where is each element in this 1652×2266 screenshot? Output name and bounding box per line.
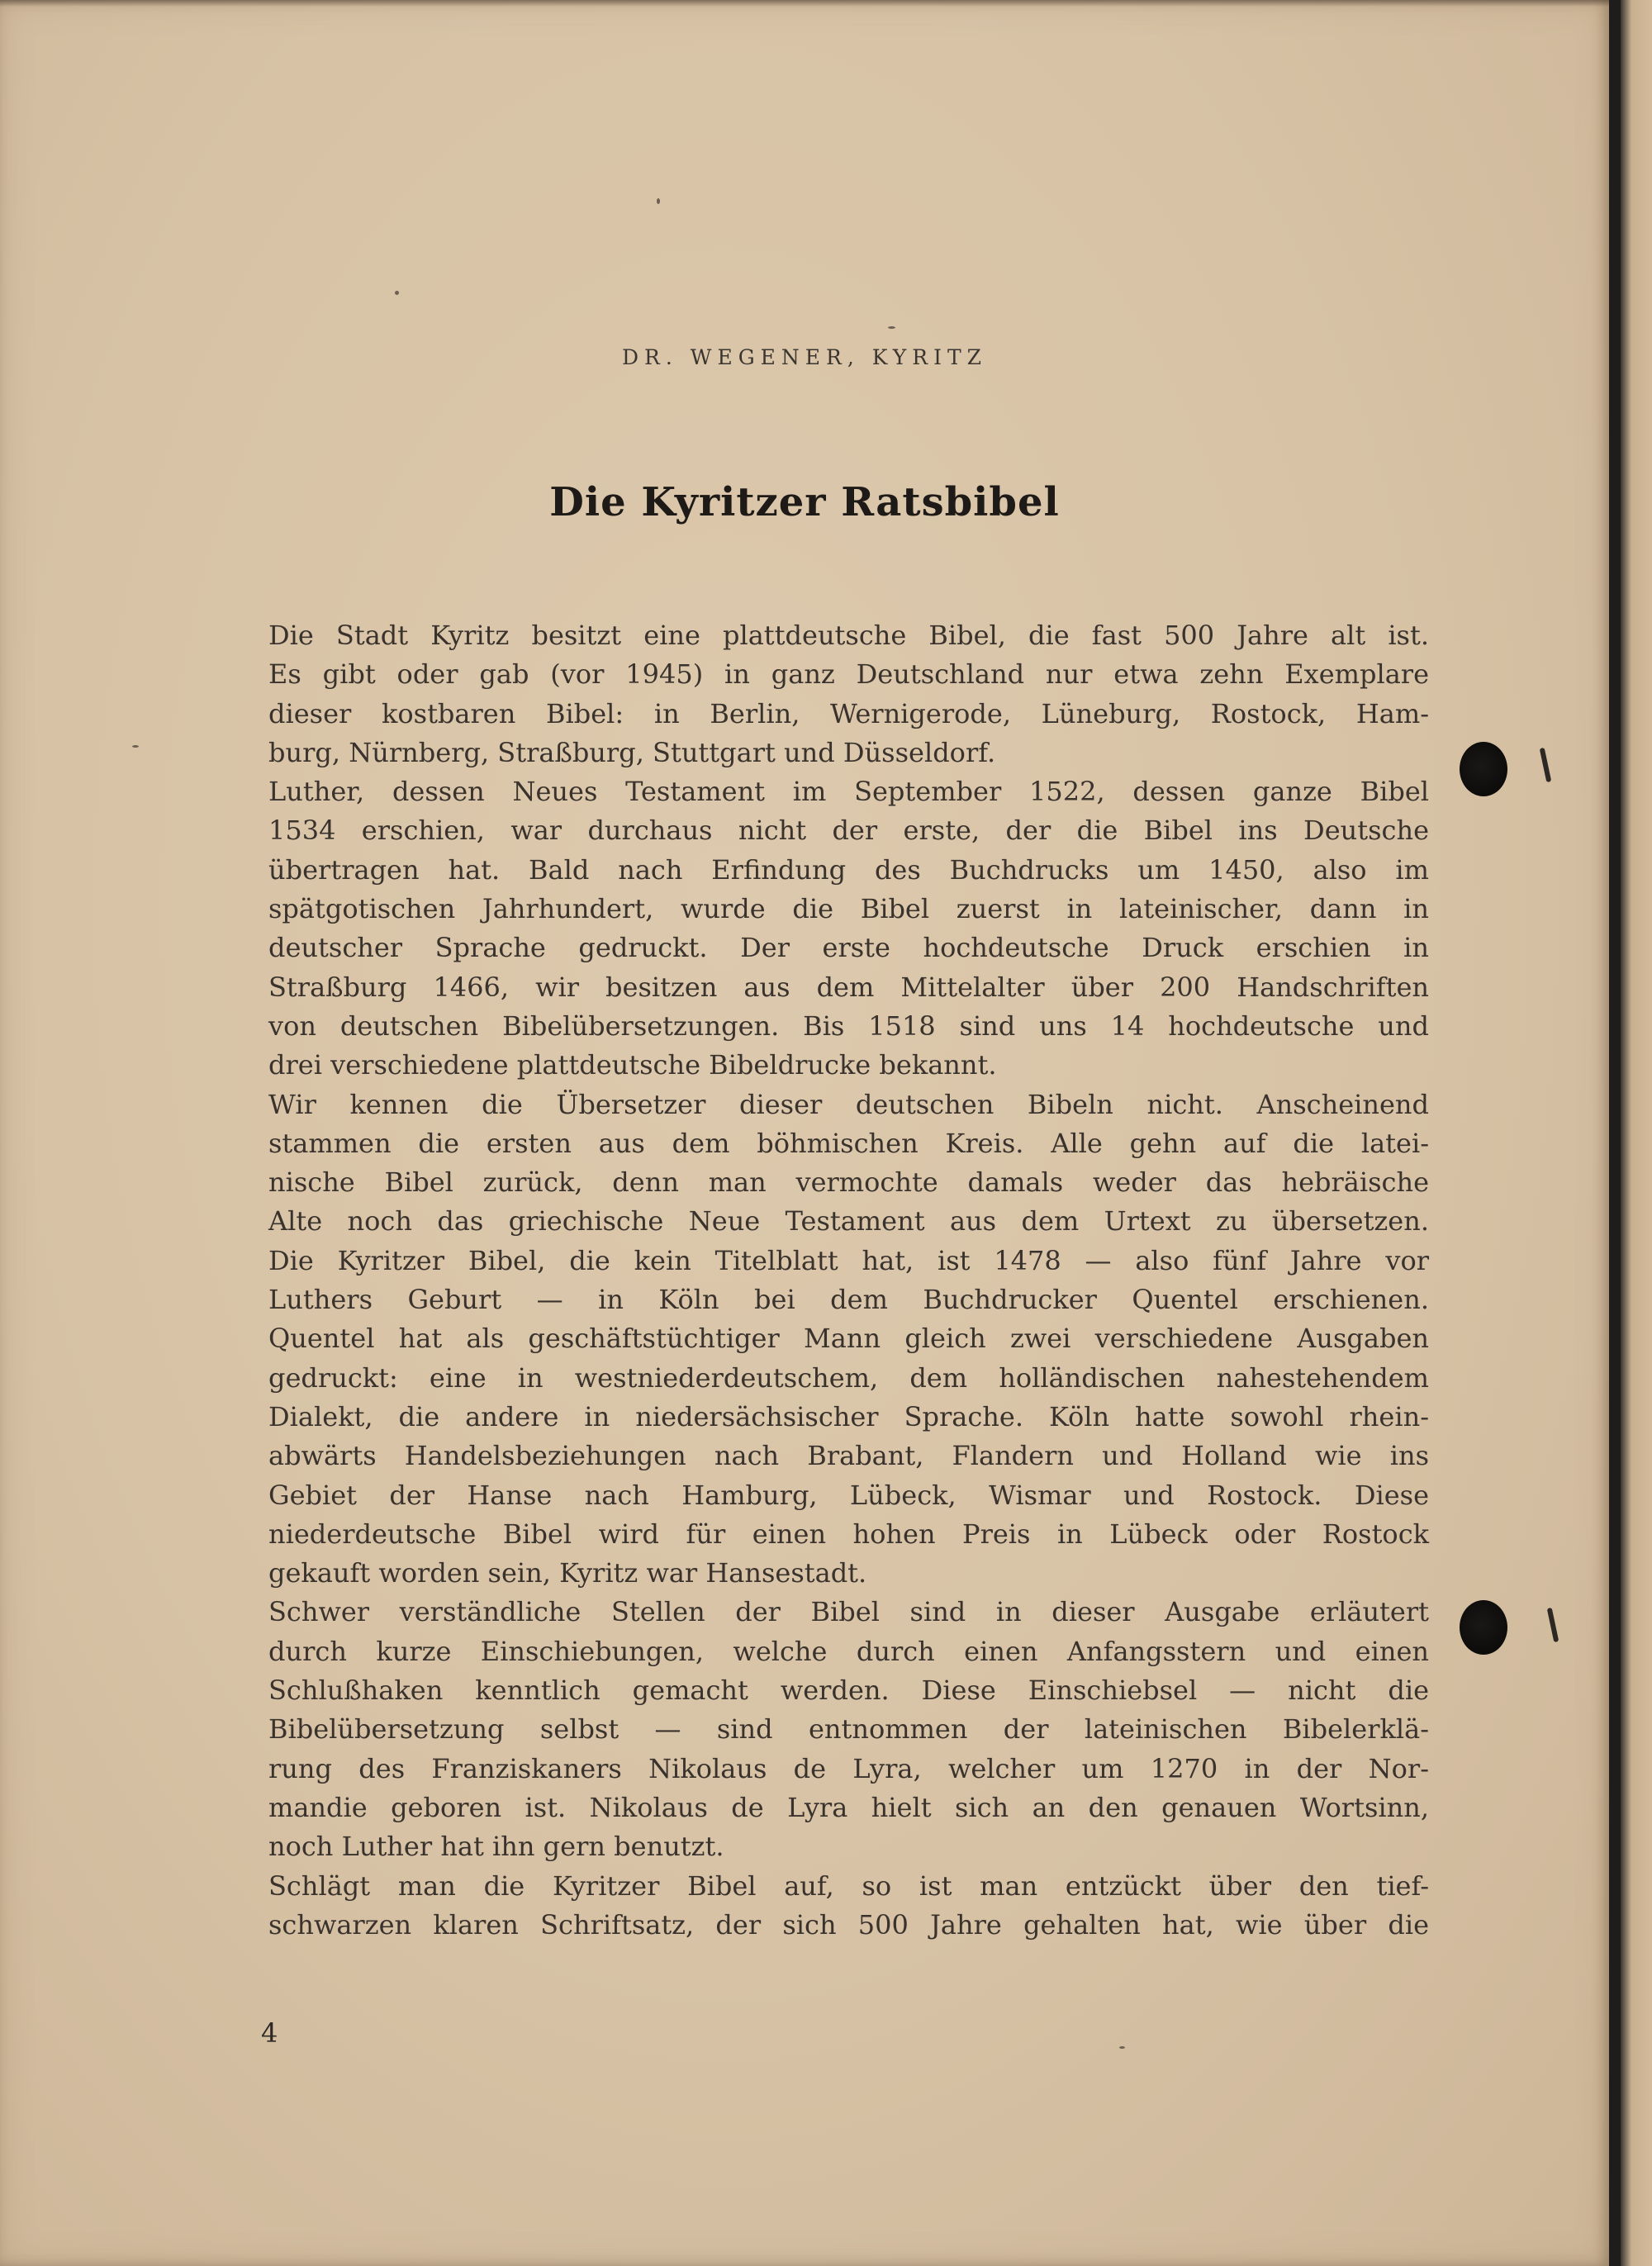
text-line: nische Bibel zurück, denn man vermochte damals weder das hebräische [268, 1166, 1429, 1199]
text-line: Schlägt man die Kyritzer Bibel auf, so ist man entzückt über den tief- [268, 1869, 1429, 1902]
text-line: Die Stadt Kyritz besitzt eine plattdeutsche Bibel, die fast 500 Jahre alt ist. [268, 620, 1429, 651]
text-line: drei verschiedene plattdeutsche Bibeldrucke bekannt. [268, 1049, 997, 1081]
text-line: Schlußhaken kenntlich gemacht werden. Diese Einschiebsel — nicht die [268, 1675, 1429, 1707]
text-line: gedruckt: eine in westniederdeutschem, dem holländischen nahestehendem [268, 1361, 1429, 1394]
punch-hole-lower-mark [1547, 1608, 1559, 1642]
text-line: spätgotischen Jahrhundert, wurde die Bibel zuerst in lateinischer, dann in [268, 893, 1429, 925]
paper-speck [657, 198, 660, 204]
text-line: dieser kostbaren Bibel: in Berlin, Wernigerode, Lüneburg, Rostock, Ham- [268, 697, 1429, 729]
page-number: 4 [261, 2017, 278, 2049]
text-line: Wir kennen die Übersetzer dieser deutschen Bibeln nicht. Anscheinend [268, 1088, 1429, 1120]
page-title: Die Kyritzer Ratsbibel [549, 479, 1060, 525]
page-top-shadow [0, 0, 1609, 7]
text-line: gekauft worden sein, Kyritz war Hansestadt. [268, 1557, 867, 1589]
text-line: rung des Franziskaners Nikolaus de Lyra, welcher um 1270 in der Nor- [268, 1752, 1429, 1784]
text-line: Es gibt oder gab (vor 1945) in ganz Deutschland nur etwa zehn Exemplare [268, 658, 1429, 691]
punch-hole-lower [1460, 1600, 1507, 1655]
text-line: Luthers Geburt — in Köln bei dem Buchdrucker Quentel erschienen. [268, 1284, 1429, 1316]
paper-speck [132, 745, 139, 748]
text-line: Alte noch das griechische Neue Testament aus dem Urtext zu übersetzen. [268, 1205, 1429, 1238]
paper-speck [888, 326, 895, 329]
text-line: deutscher Sprache gedruckt. Der erste hochdeutsche Druck erschien in [268, 932, 1429, 964]
text-line: Dialekt, die andere in niedersächsischer Sprache. Köln hatte sowohl rhein- [268, 1400, 1429, 1432]
paper-speck [1119, 2046, 1125, 2049]
text-line: niederdeutsche Bibel wird für einen hohen Preis in Lübeck oder Rostock [268, 1518, 1429, 1550]
text-line: übertragen hat. Bald nach Erfindung des Buchdrucks um 1450, also im [268, 853, 1429, 886]
text-line: Luther, dessen Neues Testament im September 1522, dessen ganze Bibel [268, 776, 1429, 808]
text-line: Bibelübersetzung selbst — sind entnommen der lateinischen Bibelerklä- [268, 1713, 1429, 1746]
punch-hole-upper-mark [1540, 748, 1552, 782]
paper-speck [395, 291, 399, 295]
text-line: Quentel hat als geschäftstüchtiger Mann gleich zwei verschiedene Ausgaben [268, 1323, 1429, 1355]
text-line: von deutschen Bibelübersetzungen. Bis 1518 sind uns 14 hochdeutsche und [268, 1009, 1429, 1042]
text-line: abwärts Handelsbeziehungen nach Brabant, Flandern und Holland wie ins [268, 1440, 1429, 1472]
binding-gutter [1609, 0, 1621, 2266]
text-line: mandie geboren ist. Nikolaus de Lyra hielt sich an den genauen Wortsinn, [268, 1791, 1429, 1823]
text-line: Straßburg 1466, wir besitzen aus dem Mittelalter über 200 Handschriften [268, 971, 1429, 1003]
text-line: Gebiet der Hanse nach Hamburg, Lübeck, Wismar und Rostock. Diese [268, 1479, 1429, 1511]
text-line: durch kurze Einschiebungen, welche durch einen Anfangsstern und einen [268, 1635, 1429, 1667]
author-line: DR. WEGENER, KYRITZ [621, 345, 988, 369]
text-line: stammen die ersten aus dem böhmischen Kreis. Alle gehn auf die latei- [268, 1127, 1429, 1159]
text-line: Die Kyritzer Bibel, die kein Titelblatt hat, ist 1478 — also fünf Jahre vor [268, 1244, 1429, 1276]
text-line: noch Luther hat ihn gern benutzt. [268, 1831, 724, 1863]
text-line: Schwer verständliche Stellen der Bibel sind in dieser Ausgabe erläutert [268, 1596, 1429, 1628]
punch-hole-upper [1460, 742, 1507, 796]
text-line: 1534 erschien, war durchaus nicht der erste, der die Bibel ins Deutsche [268, 815, 1429, 847]
text-line: burg, Nürnberg, Straßburg, Stuttgart und Düsseldorf. [268, 736, 996, 768]
text-line: schwarzen klaren Schriftsatz, der sich 500 Jahre gehalten hat, wie über die [268, 1908, 1429, 1941]
body-text [268, 616, 1429, 1945]
adjacent-page-edge [1621, 0, 1652, 2266]
